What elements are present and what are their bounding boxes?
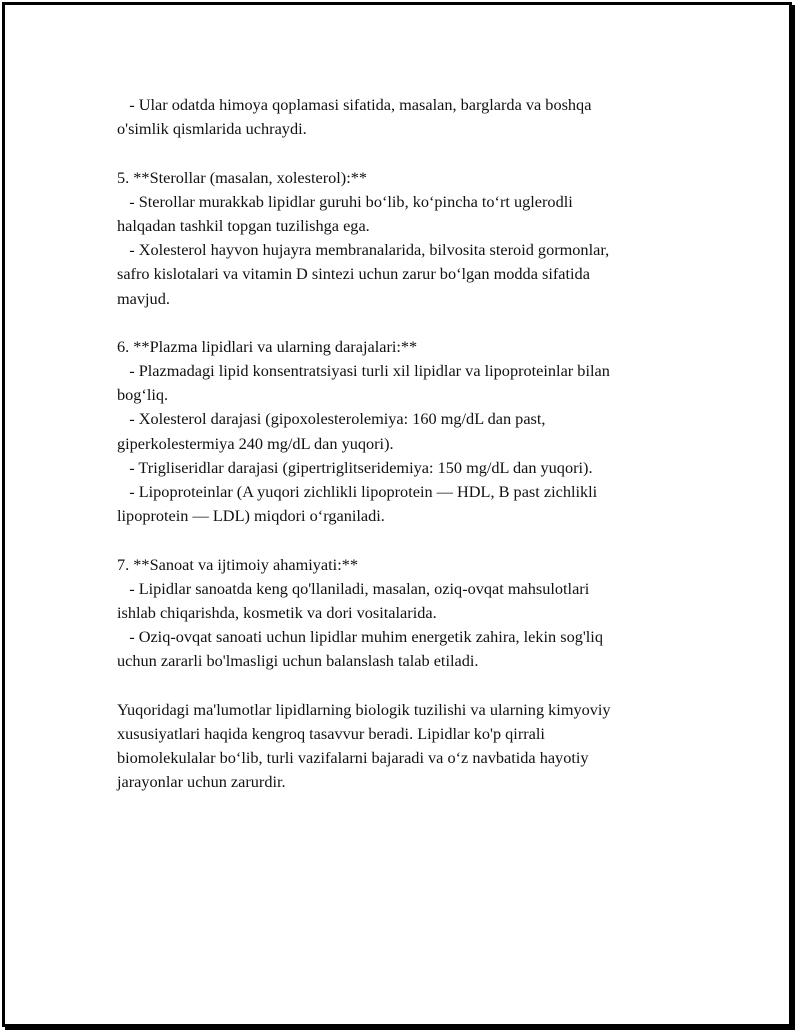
text-line: - Lipoproteinlar (A yuqori zichlikli lipoprotein — HDL, B past zichlikli xyxy=(117,482,598,501)
text-line: o'simlik qismlarida uchraydi. xyxy=(117,119,307,139)
text-line: halqadan tashkil topgan tuzilishga ega. xyxy=(117,215,370,235)
text-line: ishlab chiqarishda, kosmetik va dori vositalarida. xyxy=(117,602,437,622)
section-heading: 5. **Sterollar (masalan, xolesterol):** xyxy=(117,167,368,187)
text-line: bog‘liq. xyxy=(117,385,169,405)
text-line: - Trigliseridlar darajasi (gipertriglitseridemiya: 150 mg/dL dan yuqori). xyxy=(117,457,593,477)
text-line: - Xolesterol darajasi (gipoxolesterolemiya: 160 mg/dL dan past, xyxy=(117,409,546,429)
text-line: - Plazmadagi lipid konsentratsiyasi turli xil lipidlar va lipoproteinlar bilan xyxy=(117,361,610,381)
text-line: - Xolesterol hayvon hujayra membranalarida, bilvosita steroid gormonlar, xyxy=(117,240,610,260)
document-body xyxy=(117,93,697,794)
text-line: - Ular odatda himoya qoplamasi sifatida, masalan, barglarda va boshqa xyxy=(117,95,592,114)
text-line: - Lipidlar sanoatda keng qo'llaniladi, masalan, oziq-ovqat mahsulotlari xyxy=(117,578,590,598)
text-line: uchun zararli bo'lmasligi uchun balanslash talab etiladi. xyxy=(117,651,479,671)
paragraph-gap xyxy=(117,674,697,698)
text-line: lipoprotein — LDL) miqdori o‘rganiladi. xyxy=(117,506,385,526)
text-line: - Sterollar murakkab lipidlar guruhi bo‘lib, ko‘pincha to‘rt uglerodli xyxy=(117,191,573,211)
text-line: safro kislotalari va vitamin D sintezi uchun zarur bo‘lgan modda sifatida xyxy=(117,264,590,284)
paragraph-gap xyxy=(117,528,697,552)
paragraph-gap xyxy=(117,311,697,335)
section-heading: 7. **Sanoat va ijtimoiy ahamiyati:** xyxy=(117,554,359,574)
text-line: mavjud. xyxy=(117,288,170,308)
text-line: - Oziq-ovqat sanoati uchun lipidlar muhim energetik zahira, lekin sog'liq xyxy=(117,627,603,647)
text-line: Yuqoridagi ma'lumotlar lipidlarning biologik tuzilishi va ularning kimyoviy xyxy=(117,699,611,719)
section-heading: 6. **Plazma lipidlari va ularning darajalari:** xyxy=(117,336,418,356)
text-line: jarayonlar uchun zarurdir. xyxy=(117,772,286,792)
text-line: xususiyatlari haqida kengroq tasavvur beradi. Lipidlar ko'p qirrali xyxy=(117,723,545,743)
text-line: biomolekulalar bo‘lib, turli vazifalarni bajaradi va o‘z navbatida hayotiy xyxy=(117,748,589,768)
paragraph-gap xyxy=(117,141,697,165)
text-line: giperkolestermiya 240 mg/dL dan yuqori). xyxy=(117,433,394,453)
